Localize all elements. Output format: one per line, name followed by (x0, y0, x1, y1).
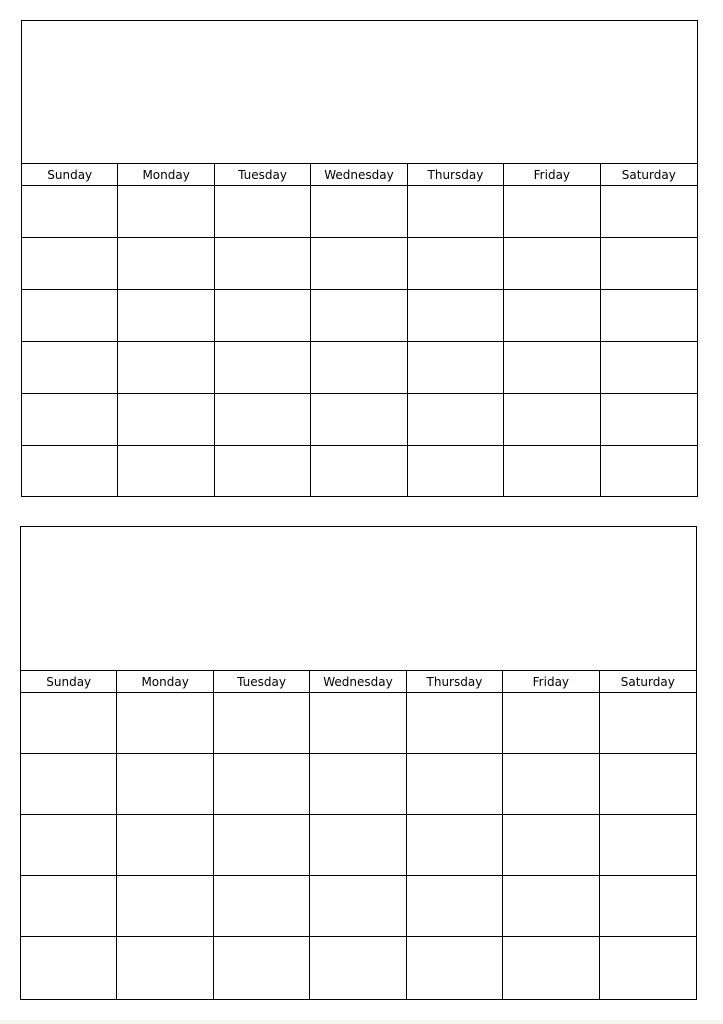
calendar-title-area[interactable] (21, 527, 696, 671)
day-cell[interactable] (118, 290, 214, 342)
day-cell[interactable] (311, 446, 407, 497)
day-cell[interactable] (214, 876, 310, 937)
day-cell[interactable] (117, 876, 213, 937)
day-cell[interactable] (503, 754, 599, 815)
day-cell[interactable] (407, 876, 503, 937)
day-header-friday: Friday (503, 671, 599, 693)
day-cell[interactable] (408, 342, 504, 394)
day-cell[interactable] (408, 446, 504, 497)
day-cell[interactable] (408, 238, 504, 290)
day-header-thursday: Thursday (407, 671, 503, 693)
calendar-grid (22, 164, 697, 497)
day-cell[interactable] (601, 446, 697, 497)
day-cell[interactable] (310, 876, 406, 937)
calendar-top (21, 20, 698, 497)
day-cell[interactable] (311, 394, 407, 446)
day-cell[interactable] (22, 186, 118, 238)
day-header-wednesday: Wednesday (311, 164, 407, 186)
day-cell[interactable] (311, 290, 407, 342)
day-cell[interactable] (214, 754, 310, 815)
day-cell[interactable] (601, 342, 697, 394)
calendar-grid (21, 671, 696, 999)
day-cell[interactable] (118, 446, 214, 497)
day-cell[interactable] (310, 754, 406, 815)
day-cell[interactable] (22, 446, 118, 497)
calendar-title-area[interactable] (22, 21, 697, 164)
day-cell[interactable] (118, 342, 214, 394)
day-header-thursday: Thursday (408, 164, 504, 186)
day-cell[interactable] (503, 937, 599, 999)
day-cell[interactable] (21, 693, 117, 754)
day-cell[interactable] (407, 693, 503, 754)
day-header-friday: Friday (504, 164, 600, 186)
day-cell[interactable] (117, 693, 213, 754)
day-cell[interactable] (310, 937, 406, 999)
day-cell[interactable] (118, 238, 214, 290)
day-header-tuesday: Tuesday (215, 164, 311, 186)
day-cell[interactable] (311, 186, 407, 238)
day-cell[interactable] (408, 290, 504, 342)
day-cell[interactable] (408, 186, 504, 238)
day-cell[interactable] (600, 815, 696, 876)
day-cell[interactable] (504, 238, 600, 290)
day-cell[interactable] (601, 186, 697, 238)
day-cell[interactable] (407, 937, 503, 999)
page-bottom-strip (0, 1020, 723, 1024)
day-cell[interactable] (214, 693, 310, 754)
day-cell[interactable] (117, 754, 213, 815)
day-cell[interactable] (600, 876, 696, 937)
day-cell[interactable] (214, 937, 310, 999)
day-cell[interactable] (504, 290, 600, 342)
day-cell[interactable] (215, 290, 311, 342)
day-cell[interactable] (215, 342, 311, 394)
day-cell[interactable] (117, 815, 213, 876)
day-header-saturday: Saturday (601, 164, 697, 186)
day-cell[interactable] (503, 815, 599, 876)
day-cell[interactable] (407, 754, 503, 815)
day-header-sunday: Sunday (22, 164, 118, 186)
day-cell[interactable] (408, 394, 504, 446)
day-cell[interactable] (215, 446, 311, 497)
day-cell[interactable] (503, 876, 599, 937)
day-cell[interactable] (22, 238, 118, 290)
day-cell[interactable] (407, 815, 503, 876)
day-header-tuesday: Tuesday (214, 671, 310, 693)
day-cell[interactable] (21, 815, 117, 876)
day-header-saturday: Saturday (600, 671, 696, 693)
day-cell[interactable] (601, 290, 697, 342)
day-cell[interactable] (601, 394, 697, 446)
day-cell[interactable] (22, 394, 118, 446)
day-cell[interactable] (118, 186, 214, 238)
day-cell[interactable] (600, 693, 696, 754)
day-cell[interactable] (504, 342, 600, 394)
day-cell[interactable] (310, 815, 406, 876)
day-cell[interactable] (310, 693, 406, 754)
day-cell[interactable] (311, 238, 407, 290)
day-header-monday: Monday (117, 671, 213, 693)
day-cell[interactable] (503, 693, 599, 754)
day-cell[interactable] (21, 876, 117, 937)
day-cell[interactable] (21, 754, 117, 815)
day-cell[interactable] (600, 937, 696, 999)
day-cell[interactable] (215, 186, 311, 238)
day-cell[interactable] (21, 937, 117, 999)
calendar-bottom (20, 526, 697, 1000)
day-cell[interactable] (600, 754, 696, 815)
day-header-wednesday: Wednesday (310, 671, 406, 693)
day-header-monday: Monday (118, 164, 214, 186)
day-cell[interactable] (504, 186, 600, 238)
day-cell[interactable] (214, 815, 310, 876)
day-header-sunday: Sunday (21, 671, 117, 693)
day-cell[interactable] (215, 238, 311, 290)
day-cell[interactable] (215, 394, 311, 446)
day-cell[interactable] (504, 446, 600, 497)
day-cell[interactable] (118, 394, 214, 446)
day-cell[interactable] (22, 342, 118, 394)
day-cell[interactable] (601, 238, 697, 290)
day-cell[interactable] (22, 290, 118, 342)
day-cell[interactable] (117, 937, 213, 999)
day-cell[interactable] (504, 394, 600, 446)
day-cell[interactable] (311, 342, 407, 394)
